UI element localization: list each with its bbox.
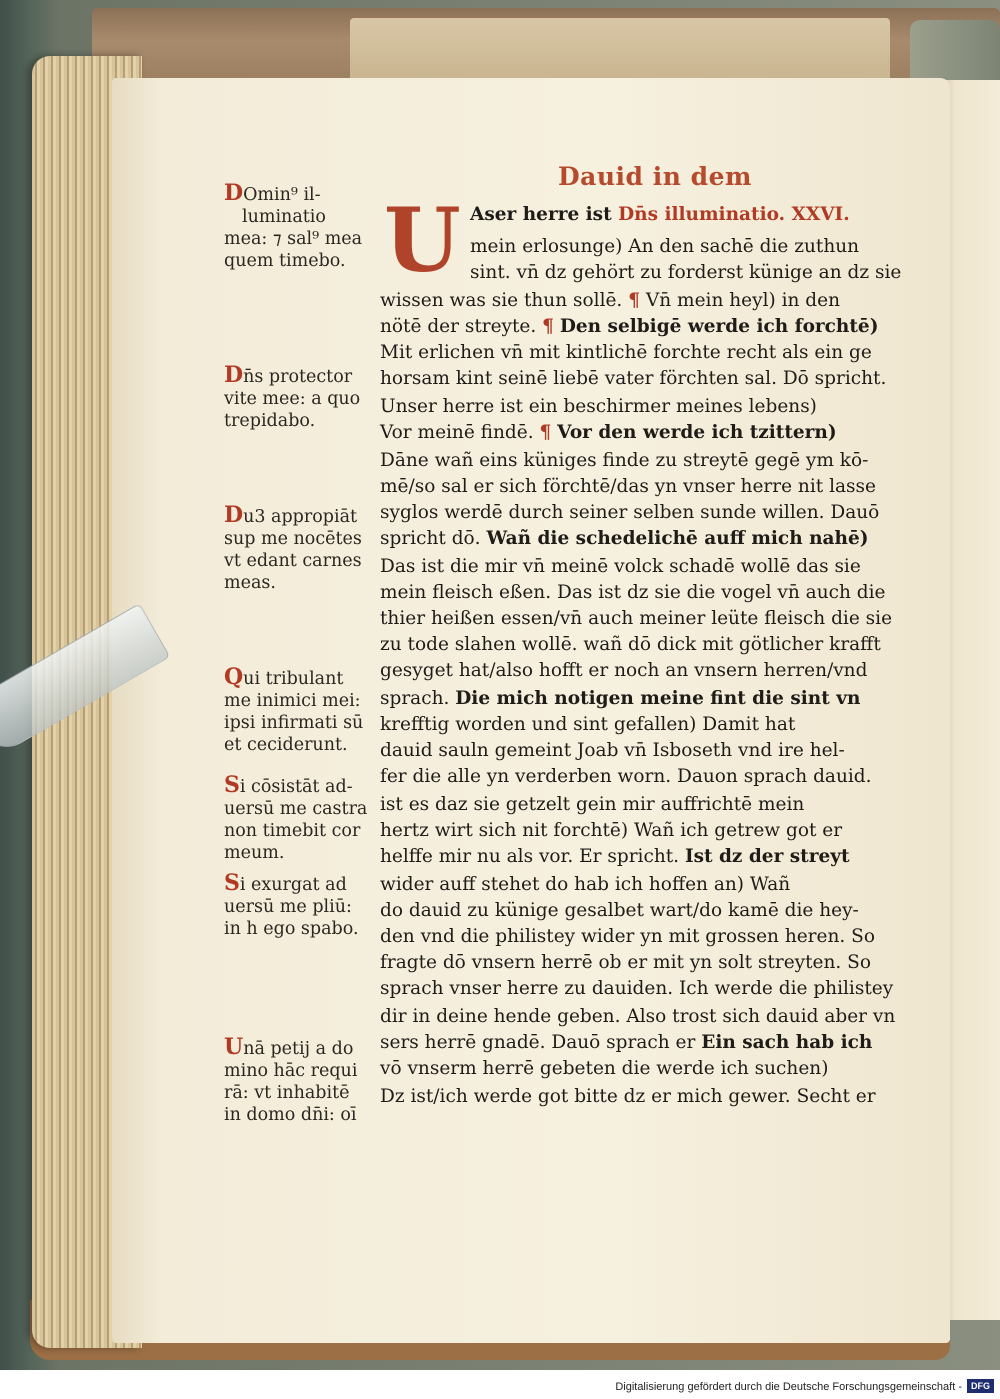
- main-line-8: Unser herre ist ein beschirmer meines lebens): [380, 396, 817, 417]
- margin-note-3: Du3 appropiāt sup me nocētes vt edant carnes meas.: [224, 502, 362, 593]
- main-line-30: sprach vnser herre zu dauiden. Ich werde die philistey: [380, 978, 894, 999]
- margin-note-2: Dn̄s protector vite mee: a quo trepidabo.: [224, 362, 361, 431]
- margin-initial: D: [224, 180, 244, 206]
- main-line-1: Aser herre ist Dn̄s illuminatio. XXVI.: [470, 204, 850, 225]
- main-line-15: mein fleisch eßen. Das ist dz sie die vogel vn̄ auch die: [380, 582, 886, 603]
- margin-note-6: Si exurgat ad uersū me pliū: in h ego spabo.: [224, 870, 359, 939]
- main-line-18: gesyget hat/also hofft er noch an vnsern herren/vnd: [380, 660, 868, 681]
- margin-initial: S: [224, 870, 240, 896]
- main-line-6: Mit erlichen vn̄ mit kintlichē forchte recht als ein ge: [380, 342, 872, 363]
- main-line-17: zu tode slahen wollē. wañ dō dick mit götlicher krafft: [380, 634, 881, 655]
- decorated-initial: U: [384, 188, 461, 292]
- main-line-5: nötē der streyte. ¶ Den selbigē werde ich forchtē): [380, 316, 879, 337]
- main-line-20: krefftig worden und sint gefallen) Damit hat: [380, 714, 796, 735]
- main-line-16: thier heißen essen/vn̄ auch meiner leüte fleisch die sie: [380, 608, 893, 629]
- margin-note-7: Unā petij a do mino hāc requi rā: vt inhabitē in domo dn̄i: oī: [224, 1034, 358, 1125]
- dfg-logo: DFG: [967, 1379, 994, 1393]
- main-line-32: sers herrē gnadē. Dauō sprach er Ein sach hab ich: [380, 1032, 873, 1053]
- main-line-11: mē/so sal er sich förchtē/das yn vnser herre nit lasse: [380, 476, 876, 497]
- running-title: Dauid in dem: [558, 162, 752, 191]
- margin-initial: Q: [224, 664, 244, 690]
- main-line-12: syglos werdē durch seiner selben sunde willen. Dauō: [380, 502, 880, 523]
- main-line-13: spricht dō. Wañ die schedelichē auff mich nahē): [380, 528, 869, 549]
- margin-note-1: DOmin⁹ il- luminatio mea: ⁊ sal⁹ mea quem timebo.: [224, 180, 363, 271]
- main-line-21: dauid sauln gemeint Joab vn̄ Isboseth vnd ire hel-: [380, 740, 845, 761]
- margin-initial: D: [224, 502, 244, 528]
- main-line-34: Dz ist/ich werde got bitte dz er mich gewer. Secht er: [380, 1086, 876, 1107]
- main-line-26: wider auff stehet do hab ich hoffen an) Wañ: [380, 874, 791, 895]
- main-line-7: horsam kint seinē liebē vater förchten sal. Dō spricht.: [380, 368, 887, 389]
- main-line-27: do dauid zu künige gesalbet wart/do kamē die hey-: [380, 900, 859, 921]
- main-line-14: Das ist die mir vn̄ meinē volck schadē wollē das sie: [380, 556, 861, 577]
- margin-initial: D: [224, 362, 244, 388]
- main-line-33: vō vnserm herrē gebeten die werde ich suchen): [380, 1058, 829, 1079]
- margin-note-4: Qui tribulant me inimici mei: ipsi infirmati sū et ceciderunt.: [224, 664, 364, 755]
- main-line-19: sprach. Die mich notigen meine fint die sint vn: [380, 688, 861, 709]
- main-line-9: Vor meinē findē. ¶ Vor den werde ich tzittern): [380, 422, 837, 443]
- main-line-3: sint. vn̄ dz gehört zu forderst künige an dz sie: [470, 262, 902, 283]
- main-line-10: Dāne wañ eins küniges finde zu streytē gegē ym kō-: [380, 450, 869, 471]
- main-line-4: wissen was sie thun sollē. ¶ Vn̄ mein heyl) in den: [380, 290, 840, 311]
- psalm-heading: Dn̄s illuminatio. XXVI.: [618, 204, 850, 225]
- margin-initial: U: [224, 1034, 244, 1060]
- main-line-22: fer die alle yn verderben worn. Dauon sprach dauid.: [380, 766, 872, 787]
- main-line-28: den vnd die philistey wider yn mit grossen heren. So: [380, 926, 875, 947]
- main-line-24: hertz wirt sich nit forchtē) Wañ ich getrew got er: [380, 820, 843, 841]
- main-line-31: dir in deine hende geben. Also trost sich dauid aber vn: [380, 1006, 896, 1027]
- margin-initial: S: [224, 772, 240, 798]
- bleed-through-text: [560, 140, 566, 164]
- main-line-2: mein erlosunge) An den sachē die zuthun: [470, 236, 860, 257]
- main-line-23: ist es daz sie getzelt gein mir auffrichtē mein: [380, 794, 805, 815]
- margin-note-5: Si cōsistāt ad- uersū me castra non timebit cor meum.: [224, 772, 368, 863]
- main-line-29: fragte dō vnsern herrē ob er mit yn solt streyten. So: [380, 952, 871, 973]
- footer-bar: [0, 1372, 1000, 1399]
- funding-credit: Digitalisierung gefördert durch die Deutsche Forschungsgemeinschaft -: [615, 1381, 962, 1393]
- main-line-25: helffe mir nu als vor. Er spricht. Ist dz der streyt: [380, 846, 850, 867]
